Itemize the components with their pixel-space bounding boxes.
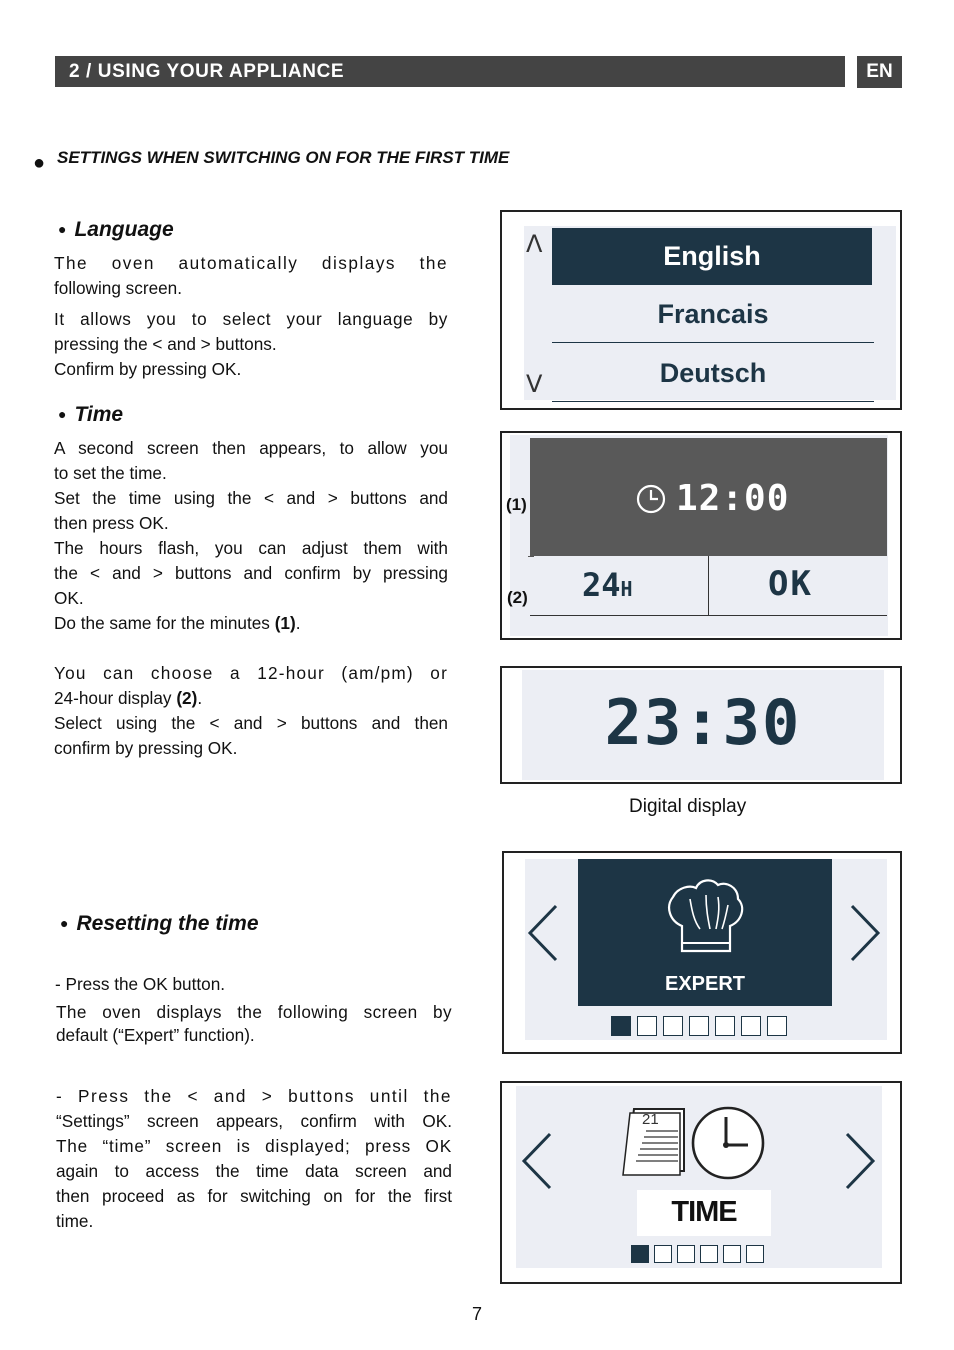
time-page-indicator bbox=[631, 1245, 764, 1263]
hour-format-button[interactable] bbox=[582, 566, 633, 604]
text-line: You can choose a 12-hour (am/pm) or bbox=[54, 663, 448, 683]
text-line: Select using the < and > buttons and then bbox=[54, 713, 448, 733]
page-dot bbox=[700, 1245, 718, 1263]
chevron-left-icon[interactable] bbox=[520, 1131, 554, 1191]
minutes-ref: (1) bbox=[274, 613, 296, 633]
digital-display-caption: Digital display bbox=[629, 796, 747, 817]
page-dot-active bbox=[611, 1016, 631, 1036]
text-line: The oven automatically displays the bbox=[54, 253, 448, 273]
callout-1: (1) bbox=[506, 495, 527, 514]
language-option-english[interactable]: English bbox=[552, 228, 872, 285]
page-dot bbox=[637, 1016, 657, 1036]
ok-button[interactable]: OK bbox=[768, 564, 813, 604]
reset-heading bbox=[60, 912, 259, 936]
clock-icon bbox=[636, 484, 666, 514]
divider bbox=[708, 556, 709, 616]
text-line: The oven displays the following screen by bbox=[56, 1002, 452, 1022]
text-line: to set the time. bbox=[54, 463, 167, 483]
page-dot bbox=[654, 1245, 672, 1263]
page-dot bbox=[689, 1016, 709, 1036]
text-line: “Settings” screen appears, confirm with OK. bbox=[56, 1111, 452, 1131]
text-line: - Press the OK button. bbox=[55, 974, 226, 994]
text-line: The hours flash, you can adjust them with bbox=[54, 538, 448, 558]
digital-display-screen bbox=[500, 666, 902, 784]
page-dot bbox=[741, 1016, 761, 1036]
time-menu-screen bbox=[500, 1081, 902, 1284]
time-setting-screen bbox=[500, 431, 902, 640]
down-arrow-icon[interactable]: V bbox=[526, 370, 543, 398]
page-dot bbox=[715, 1016, 735, 1036]
text-line: following screen. bbox=[54, 278, 183, 298]
section-header-bar bbox=[55, 56, 845, 87]
reset-press-ok bbox=[55, 972, 451, 997]
language-option-deutsch[interactable]: Deutsch bbox=[552, 345, 874, 402]
text-line: Do the same for the minutes (1). bbox=[54, 613, 301, 633]
text-line: again to access the time data screen and bbox=[56, 1161, 452, 1181]
text-line: time. bbox=[56, 1211, 94, 1231]
bullet-icon: ● bbox=[58, 221, 67, 237]
text-line: confirm by pressing OK. bbox=[54, 738, 238, 758]
page-dot bbox=[767, 1016, 787, 1036]
time-heading bbox=[58, 403, 123, 427]
time-paragraph bbox=[54, 436, 448, 636]
display-format-paragraph bbox=[54, 661, 448, 761]
minutes-text: Do the same for the minutes bbox=[54, 613, 270, 633]
text-line: then press OK. bbox=[54, 513, 169, 533]
text-line: OK. bbox=[54, 588, 84, 608]
display-ref: (2) bbox=[176, 688, 198, 708]
clock-area bbox=[530, 438, 887, 556]
language-paragraph bbox=[54, 251, 448, 382]
bullet-icon: ● bbox=[33, 152, 46, 174]
calendar-day: 21 bbox=[642, 1111, 659, 1128]
text-line: pressing the < and > buttons. bbox=[54, 334, 277, 354]
page-number: 7 bbox=[471, 1304, 482, 1324]
page-dot bbox=[746, 1245, 764, 1263]
text-line: the < and > buttons and confirm by pressing bbox=[54, 563, 448, 583]
chevron-left-icon[interactable] bbox=[526, 903, 560, 963]
time-label: TIME bbox=[671, 1196, 737, 1228]
page-dot bbox=[677, 1245, 695, 1263]
reset-default-paragraph bbox=[56, 1001, 452, 1047]
chevron-right-icon[interactable] bbox=[843, 1131, 877, 1191]
callout-tick bbox=[528, 556, 534, 557]
screen-area bbox=[522, 670, 884, 780]
expert-label: EXPERT bbox=[664, 973, 746, 995]
expert-screen bbox=[502, 851, 902, 1054]
text-line: Confirm by pressing OK. bbox=[54, 359, 242, 379]
time-options-row bbox=[530, 556, 887, 616]
text-line: The “time” screen is displayed; press OK bbox=[56, 1136, 452, 1156]
page-dot bbox=[663, 1016, 683, 1036]
up-arrow-icon[interactable]: Λ bbox=[526, 230, 543, 258]
text-line: - Press the < and > buttons until the bbox=[56, 1086, 452, 1106]
bullet-icon: ● bbox=[60, 915, 69, 931]
language-option-francais[interactable]: Francais bbox=[552, 286, 874, 343]
bullet-icon: ● bbox=[58, 406, 67, 422]
reset-settings-paragraph bbox=[56, 1084, 452, 1234]
chevron-right-icon[interactable] bbox=[848, 903, 882, 963]
text-line: default (“Expert” function). bbox=[56, 1025, 255, 1045]
language-heading bbox=[58, 218, 174, 242]
time-label-box[interactable] bbox=[637, 1190, 771, 1236]
section-title: 2 / USING YOUR APPLIANCE bbox=[69, 61, 345, 82]
hour-format-suffix: H bbox=[620, 577, 633, 601]
hour-format-value: 24 bbox=[582, 566, 621, 604]
time-heading-text: Time bbox=[74, 403, 124, 426]
text-line: A second screen then appears, to allow you bbox=[54, 438, 448, 458]
main-heading: SETTINGS WHEN SWITCHING ON FOR THE FIRST TIME bbox=[57, 148, 510, 167]
text-line: It allows you to select your language by bbox=[54, 309, 448, 329]
language-screen bbox=[500, 210, 902, 410]
digital-time: 23:30 bbox=[604, 686, 802, 759]
expert-page-indicator bbox=[611, 1016, 787, 1036]
chef-hat-icon bbox=[660, 871, 750, 961]
expert-tile[interactable] bbox=[578, 859, 832, 1006]
language-heading-text: Language bbox=[74, 218, 174, 241]
screen-area bbox=[524, 226, 896, 400]
calendar-clock-icon bbox=[620, 1103, 770, 1183]
callout-2: (2) bbox=[507, 588, 528, 607]
clock-value[interactable]: 12:00 bbox=[676, 478, 790, 519]
text-line: 24-hour display (2). bbox=[54, 688, 203, 708]
language-badge: EN bbox=[857, 56, 902, 88]
page-dot-active bbox=[631, 1245, 649, 1263]
page-dot bbox=[723, 1245, 741, 1263]
display-format-text: 24-hour display bbox=[54, 688, 172, 708]
text-line: then proceed as for switching on for the first bbox=[56, 1186, 452, 1206]
text-line: Set the time using the < and > buttons and bbox=[54, 488, 448, 508]
reset-heading-text: Resetting the time bbox=[76, 912, 259, 935]
